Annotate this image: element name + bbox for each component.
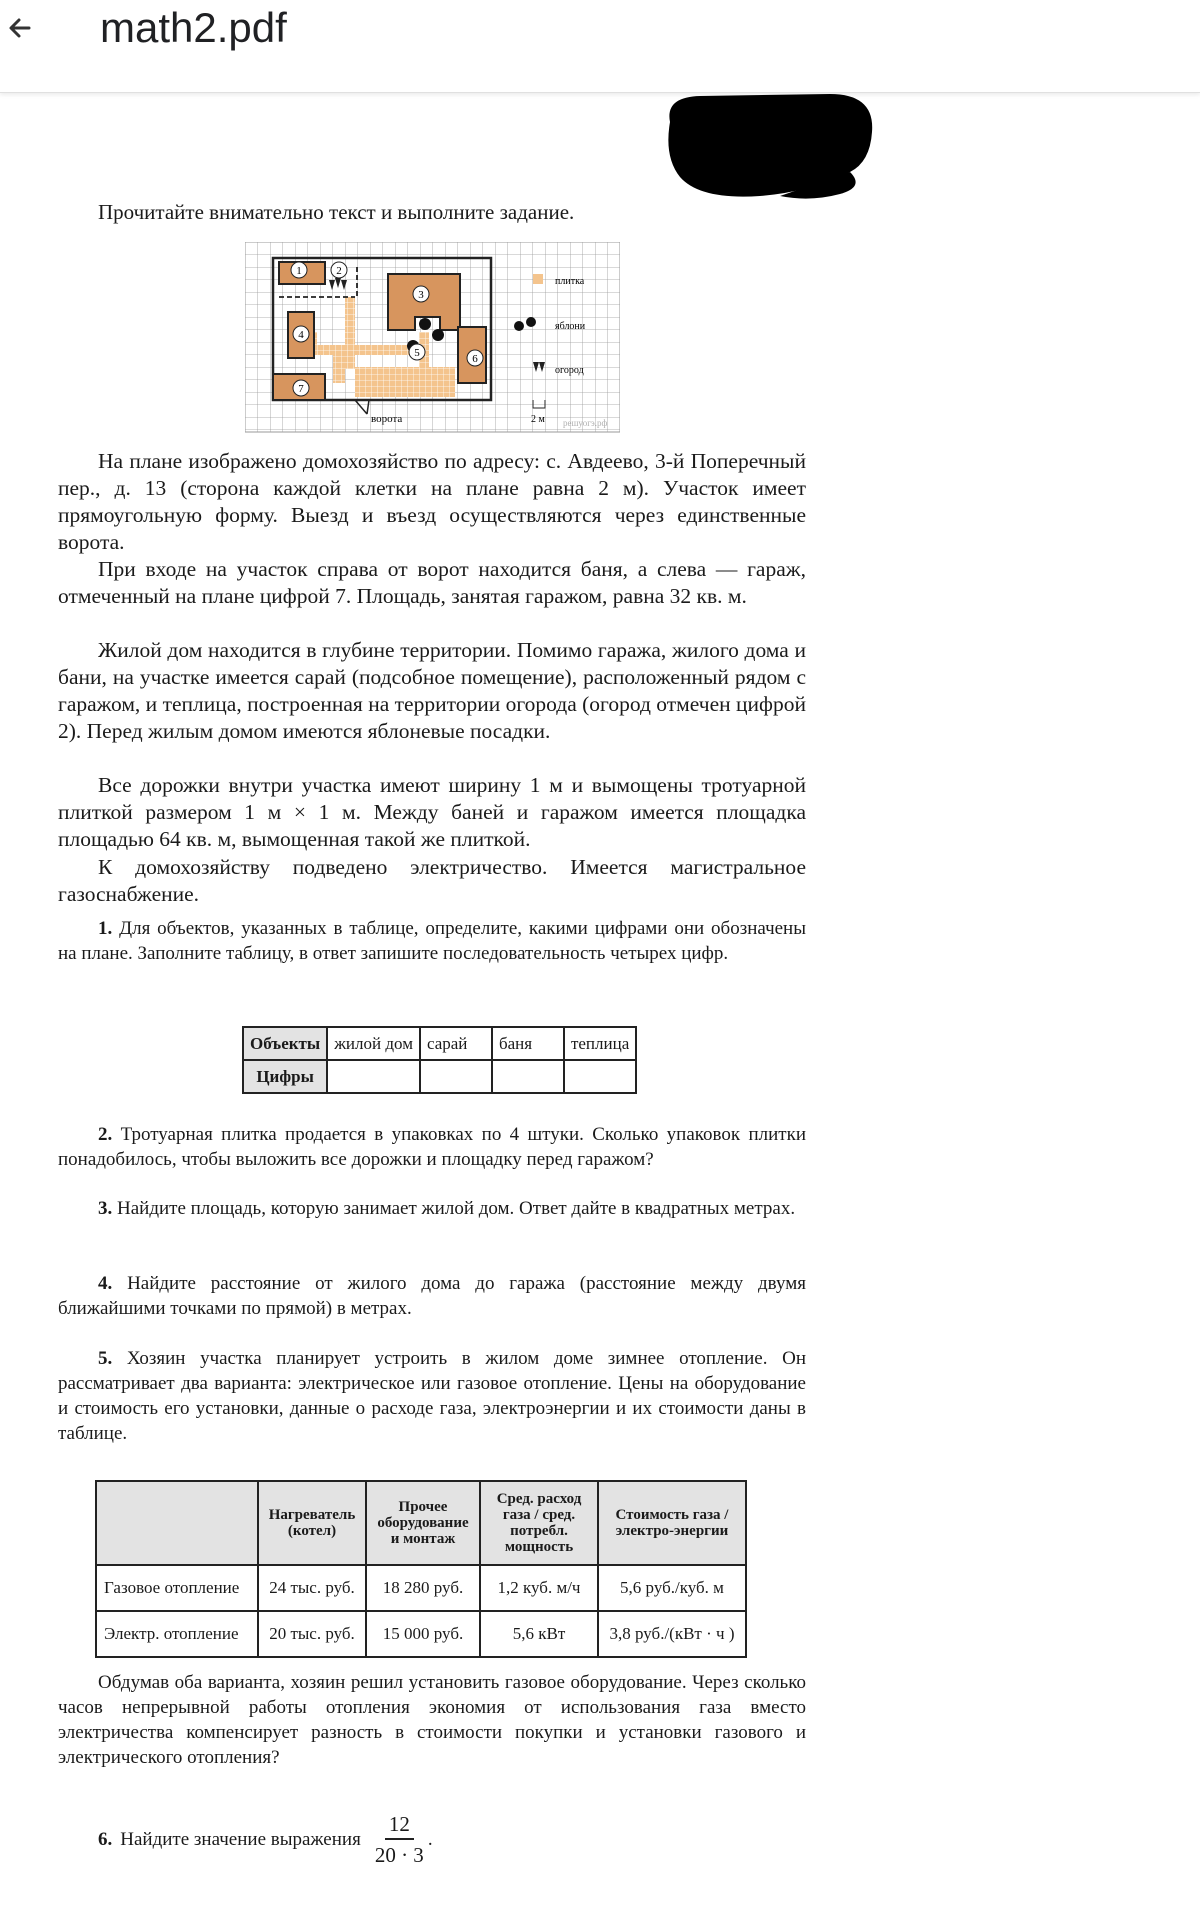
question-text: Тротуарная плитка продается в упаковках по 4 штуки. Сколько упаковок плитки понадобилось, чтобы выложить все дорожки и площадку перед гаражом?	[58, 1124, 807, 1170]
fraction-denominator: 20 · 3	[374, 1843, 424, 1867]
paragraph-5: К домохозяйству подведено электричество. Имеется магистральное газоснабжение.	[58, 855, 806, 906]
svg-text:яблони: яблони	[555, 321, 586, 332]
question-4	[58, 1271, 806, 1321]
question-text: Хозяин участка планирует устроить в жилом доме зимнее отопление. Он рассматривает два варианта: электрическое или газовое отопление. Цены на оборудование и стоимость его установки, данные о расходе газа, электроэнергии и их стоимости даны в таблице.	[58, 1348, 806, 1444]
heating-table	[95, 1480, 747, 1658]
question-3	[58, 1196, 806, 1221]
question-number: 4.	[98, 1273, 113, 1294]
question-number: 5.	[98, 1348, 113, 1369]
svg-text:огород: огород	[555, 365, 584, 376]
table-header-cell: Сред. расход газа / сред. потребл. мощность	[480, 1481, 598, 1565]
question-text: Найдите расстояние от жилого дома до гаража (расстояние между двумя ближайшими точками по прямой) в метрах.	[58, 1273, 806, 1319]
question-5-followup: Обдумав оба варианта, хозяин решил установить газовое оборудование. Через сколько часов непрерывной работы отопления экономия от использования газа вместо электричества компенсирует разность в стоимости покупки и установки газового и электрического отопления?	[58, 1672, 806, 1768]
answer-cell	[327, 1060, 420, 1093]
paragraph-3: Жилой дом находится в глубине территории. Помимо гаража, жилого дома и бани, на участке имеется сарай (подсобное помещение), расположенный рядом с гаражом, и теплица, построенная на территории огорода (огород отмечен цифрой 2). Перед жилым домом имеются яблоневые посадки.	[58, 638, 806, 743]
table-row	[96, 1611, 746, 1657]
table-header-cell	[96, 1481, 258, 1565]
fraction	[371, 1810, 428, 1870]
svg-text:плитка: плитка	[555, 276, 585, 287]
table-cell: теплица	[564, 1027, 636, 1060]
table-header-cell: Стоимость газа / электро-энергии	[598, 1481, 746, 1565]
table-cell: баня	[492, 1027, 564, 1060]
svg-text:6: 6	[472, 353, 478, 365]
table-cell: Электр. отопление	[96, 1611, 258, 1657]
table-row	[243, 1027, 636, 1060]
gate-label: ворота	[371, 413, 403, 425]
question-2	[58, 1122, 806, 1172]
table-header-cell: Объекты	[243, 1027, 327, 1060]
question-number: 3.	[98, 1198, 113, 1219]
table-cell: 15 000 руб.	[366, 1611, 480, 1657]
table-cell: сарай	[420, 1027, 492, 1060]
svg-text:4: 4	[298, 329, 304, 341]
table-row	[96, 1565, 746, 1611]
table-cell: 1,2 куб. м/ч	[480, 1565, 598, 1611]
paragraph-1: На плане изображено домохозяйство по адресу: с. Авдеево, 3-й Поперечный пер., д. 13 (сторона каждой клетки на плане равна 2 м). Участок имеет прямоугольную форму. Выезд и въезд осуществляются через единственные ворота.	[58, 449, 806, 554]
period: .	[427, 1829, 433, 1850]
answer-cell	[492, 1060, 564, 1093]
table-header-cell: Нагреватель (котел)	[258, 1481, 366, 1565]
table-cell: 24 тыс. руб.	[258, 1565, 366, 1611]
svg-text:1: 1	[296, 265, 302, 277]
question-1	[58, 916, 806, 966]
table-cell: 20 тыс. руб.	[258, 1611, 366, 1657]
table-header-cell: Прочее оборудование и монтаж	[366, 1481, 480, 1565]
objects-table	[242, 1026, 637, 1094]
svg-text:5: 5	[414, 347, 420, 359]
svg-text:решуогэ.рф: решуогэ.рф	[563, 418, 608, 428]
question-number: 1.	[98, 918, 113, 939]
question-text: Найдите площадь, которую занимает жилой дом. Ответ дайте в квадратных метрах.	[117, 1198, 796, 1219]
question-number: 6.	[98, 1829, 113, 1850]
question-5	[58, 1346, 806, 1446]
table-header-cell: Цифры	[243, 1060, 327, 1093]
table-cell: 3,8 руб./(кВт · ч )	[598, 1611, 746, 1657]
question-6	[98, 1810, 433, 1870]
table-cell: 5,6 руб./куб. м	[598, 1565, 746, 1611]
table-cell: 5,6 кВт	[480, 1611, 598, 1657]
question-text: Для объектов, указанных в таблице, определите, какими цифрами они обозначены на плане. Заполните таблицу, в ответ запишите последовательность четырех цифр.	[58, 918, 806, 964]
fraction-numerator: 12	[385, 1810, 414, 1840]
paragraph-4: Все дорожки внутри участка имеют ширину 1 м и вымощены тротуарной плиткой размером 1 м × 1 м. Между баней и гаражом имеется площадка площадью 64 кв. м, вымощенная такой же плиткой.	[58, 773, 806, 851]
svg-text:2 м: 2 м	[531, 414, 545, 425]
paragraph-2: При входе на участок справа от ворот находится баня, а слева — гараж, отмеченный на плане цифрой 7. Площадь, занятая гаражом, равна 32 кв. м.	[58, 557, 806, 608]
table-cell: жилой дом	[327, 1027, 420, 1060]
answer-cell	[564, 1060, 636, 1093]
table-cell: 18 280 руб.	[366, 1565, 480, 1611]
answer-cell	[420, 1060, 492, 1093]
svg-text:2: 2	[336, 265, 342, 277]
svg-text:3: 3	[418, 289, 424, 301]
table-cell: Газовое отопление	[96, 1565, 258, 1611]
site-plan	[245, 242, 620, 434]
table-header-row	[96, 1481, 746, 1565]
file-title: math2.pdf	[100, 4, 287, 51]
svg-text:7: 7	[298, 383, 304, 395]
question-text: Найдите значение выражения	[120, 1829, 361, 1850]
question-number: 2.	[98, 1124, 113, 1145]
intro-text: Прочитайте внимательно текст и выполните задание.	[98, 200, 575, 224]
table-row	[243, 1060, 636, 1093]
